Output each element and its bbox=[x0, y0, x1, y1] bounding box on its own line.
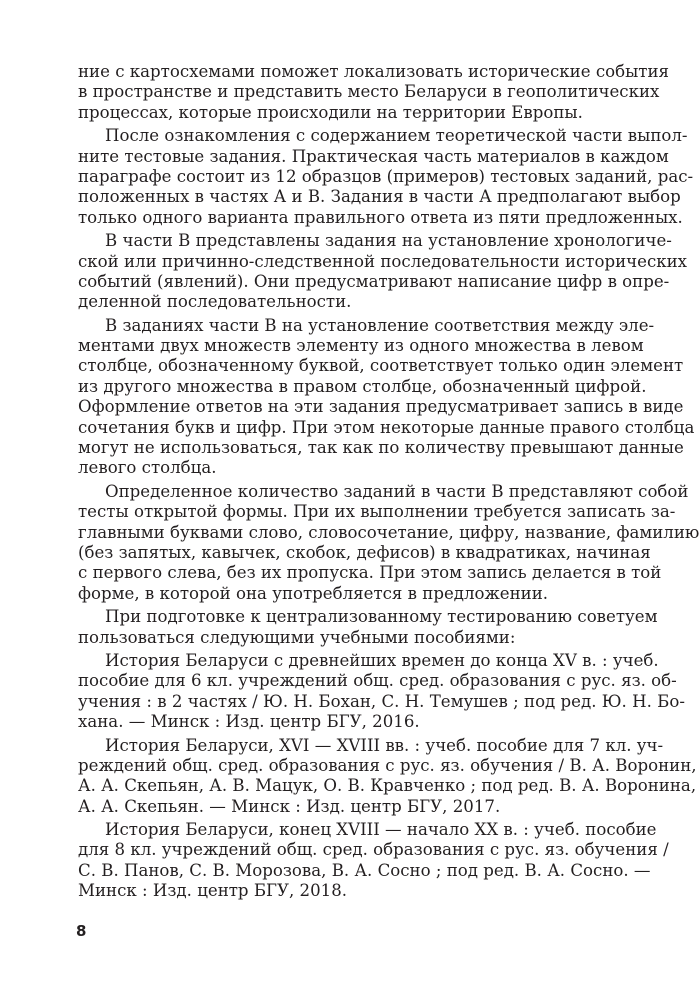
text-line: В заданиях части В на установление соответствия между эле- bbox=[105, 315, 655, 335]
text-line: левого столбца. bbox=[78, 458, 217, 478]
bibliography-entry bbox=[78, 735, 697, 818]
paragraph bbox=[78, 62, 670, 123]
text-line: положенных в частях А и В. Задания в части А предполагают выбор bbox=[78, 187, 681, 207]
text-line: могут не использоваться, так как по количеству превышают данные bbox=[78, 438, 684, 458]
text-line: История Беларуси с древнейших времен до конца XV в. : учеб. bbox=[105, 650, 659, 670]
paragraph bbox=[78, 126, 694, 228]
bibliography-entry bbox=[78, 820, 669, 902]
paragraph bbox=[78, 231, 688, 313]
text-line: для 8 кл. учреждений общ. сред. образования с рус. яз. обучения / bbox=[78, 840, 669, 860]
text-line: учения : в 2 частях / Ю. Н. Бохан, С. Н. Темушев ; под ред. Ю. Н. Бо- bbox=[78, 691, 685, 711]
text-line: параграфе состоит из 12 образцов (примеров) тестовых заданий, рас- bbox=[78, 166, 694, 186]
text-line: ской или причинно-следственной последовательности исторических bbox=[78, 251, 688, 271]
text-line: ние с картосхемами поможет локализовать исторические события bbox=[78, 62, 670, 81]
text-line: столбце, обозначенному буквой, соответствует только один элемент bbox=[78, 356, 684, 376]
paragraph bbox=[78, 481, 700, 604]
text-line: реждений общ. сред. образования с рус. яз. обучения / В. А. Воронин, bbox=[78, 755, 697, 775]
text-line: А. А. Скепьян. — Минск : Изд. центр БГУ, 2017. bbox=[78, 796, 501, 816]
paragraph bbox=[78, 315, 695, 479]
paragraph bbox=[78, 607, 658, 648]
text-line: главными буквами слово, словосочетание, цифру, название, фамилию bbox=[78, 522, 700, 542]
text-line: (без запятых, кавычек, скобок, дефисов) в квадратиках, начиная bbox=[78, 542, 651, 562]
text-line: С. В. Панов, С. В. Морозова, В. А. Сосно ; под ред. В. А. Сосно. — bbox=[78, 860, 651, 880]
text-line: А. А. Скепьян, А. В. Мацук, О. В. Кравченко ; под ред. В. А. Воронина, bbox=[78, 776, 697, 796]
text-line: ните тестовые задания. Практическая часть материалов в каждом bbox=[78, 146, 669, 166]
bibliography-entry bbox=[78, 650, 685, 733]
text-line: При подготовке к централизованному тестированию советуем bbox=[105, 607, 658, 627]
text-line: из другого множества в правом столбце, обозначенный цифрой. bbox=[78, 376, 647, 396]
text-line: в пространстве и представить место Беларуси в геополитических bbox=[78, 82, 660, 102]
text-line: хана. — Минск : Изд. центр БГУ, 2016. bbox=[78, 712, 420, 732]
text-line: После ознакомления с содержанием теоретической части выпол- bbox=[105, 126, 688, 146]
page-number: 8 bbox=[76, 922, 87, 940]
text-line: процессах, которые происходили на территории Европы. bbox=[78, 102, 583, 122]
text-line: пособие для 6 кл. учреждений общ. сред. образования с рус. яз. об- bbox=[78, 671, 677, 691]
text-line: История Беларуси, конец XVIII — начало XX в. : учеб. пособие bbox=[105, 820, 657, 840]
text-line: событий (явлений). Они предусматривают написание цифр в опре- bbox=[78, 271, 670, 291]
text-line: форме, в которой она употребляется в предложении. bbox=[78, 583, 549, 603]
text-line: История Беларуси, XVI — XVIII вв. : учеб. пособие для 7 кл. уч- bbox=[105, 735, 664, 755]
text-line: Минск : Изд. центр БГУ, 2018. bbox=[78, 881, 348, 901]
text-line: Оформление ответов на эти задания предусматривает запись в виде bbox=[78, 397, 684, 417]
text-line: деленной последовательности. bbox=[78, 292, 352, 312]
text-line: пользоваться следующими учебными пособиями: bbox=[78, 627, 516, 647]
text-line: В части В представлены задания на установление хронологиче- bbox=[105, 231, 672, 251]
text-line: сочетания букв и цифр. При этом некоторые данные правого столбца bbox=[78, 417, 695, 437]
page-body bbox=[78, 62, 700, 902]
text-line: только одного варианта правильного ответа из пяти предложенных. bbox=[78, 207, 683, 227]
text-line: Определенное количество заданий в части В представляют собой bbox=[105, 481, 689, 501]
text-line: с первого слева, без их пропуска. При этом запись делается в той bbox=[78, 563, 662, 583]
text-line: ментами двух множеств элементу из одного множества в левом bbox=[78, 336, 644, 356]
text-line: тесты открытой формы. При их выполнении требуется записать за- bbox=[78, 502, 676, 522]
